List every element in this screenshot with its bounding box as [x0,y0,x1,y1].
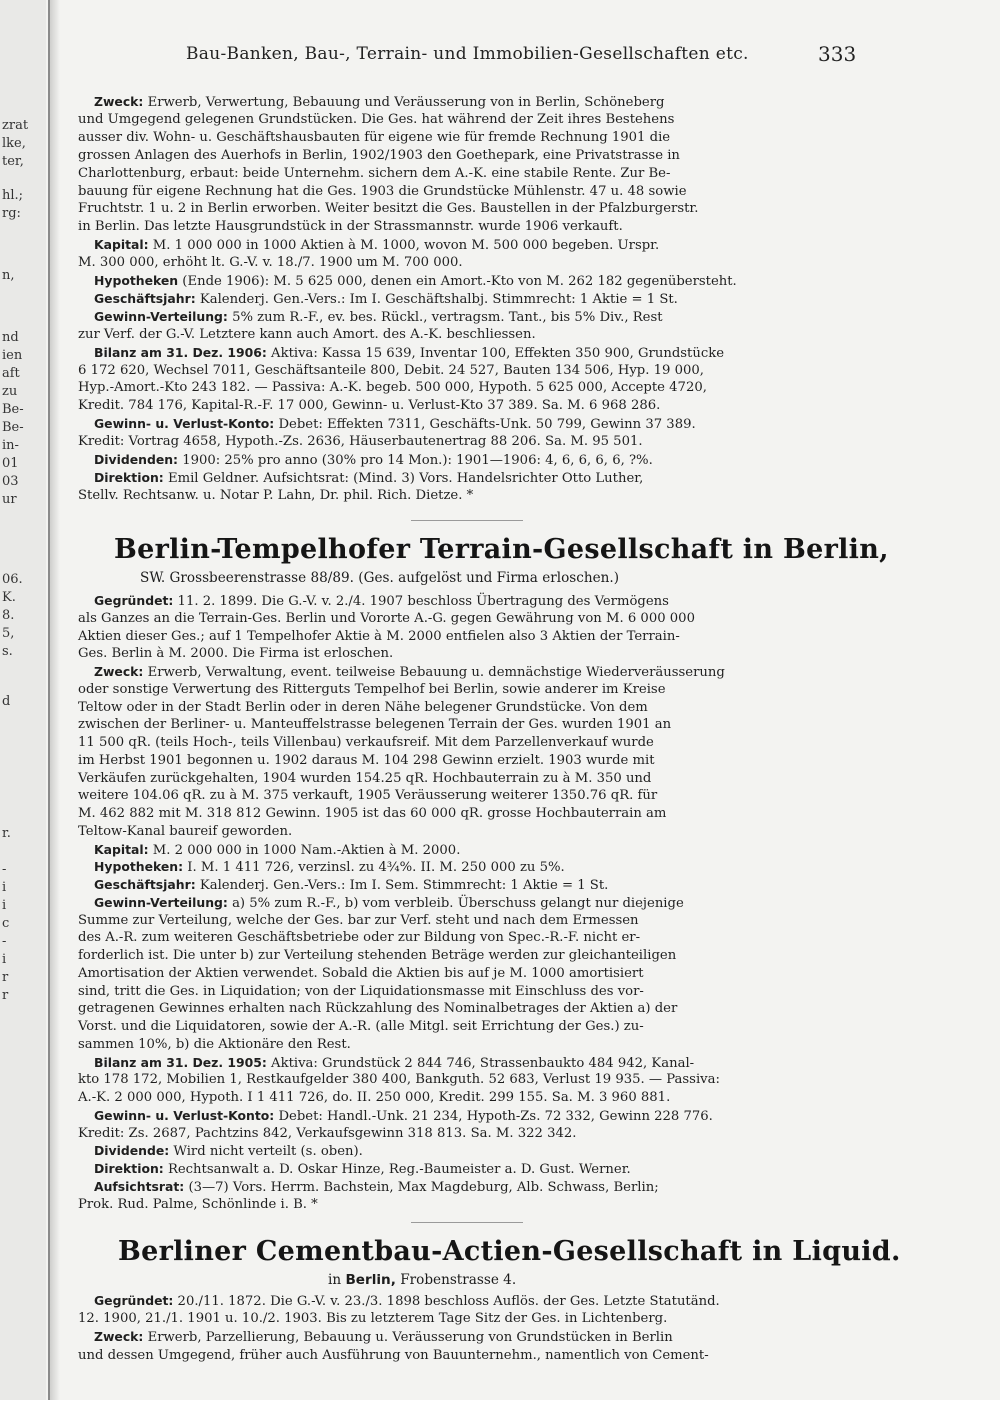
field-text: forderlich ist. Die unter b) zur Verteilung stehenden Beträge werden zur gleichanteiligen [78,948,677,963]
field-text: a) 5% zum R.-F., b) vom verbleib. Überschuss gelangt nur diejenige [227,895,684,911]
text-line [94,1160,631,1178]
address-city: Berlin, [345,1272,396,1288]
adjacent-page-fragment: 06. [2,572,23,587]
field-text: Vorst. und die Liquidatoren, sowie der A.-R. (alle Mitgl. seit Errichtung der Ges.) zu- [78,1019,644,1034]
text-line [94,858,565,876]
adjacent-page-fragment: i [2,880,7,895]
text-line [94,1054,694,1072]
field-text: Debet: Handl.-Unk. 21 234, Hypoth-Zs. 72 332, Gewinn 228 776. [274,1108,713,1124]
text-line [78,326,536,343]
adjacent-page-fragment: n, [2,268,15,283]
section-2-address: SW. Grossbeerenstrasse 88/89. (Ges. aufgelöst und Firma erloschen.) [140,570,620,586]
field-text: M. 462 882 mit M. 318 812 Gewinn. 1905 ist das 60 000 qR. grosse Hochbauterrain am [78,806,667,821]
address-prefix: in [328,1272,346,1288]
page-number: 333 [818,42,857,66]
adjacent-page-fragment: 5, [2,626,15,641]
field-text: des A.-R. zum weiteren Geschäftsbetriebe oder zur Bildung von Spec.-R.-F. nicht er- [78,930,641,946]
adjacent-page-fragment: K. [2,590,16,605]
field-label: Aufsichtsrat: [94,1178,185,1194]
adjacent-page-fragment: aft [2,366,20,381]
field-text: Wird nicht verteilt (s. oben). [169,1144,363,1160]
field-label: Gewinn-Verteilung: [94,308,228,324]
field-text: Emil Geldner. Aufsichtsrat: (Mind. 3) Vors. Handelsrichter Otto Luther, [163,470,644,486]
field-label: Hypotheken [94,273,179,288]
field-label: Gegründet: [94,593,174,608]
field-text: Verkäufen zurückgehalten, 1904 wurden 154.25 qR. Hochbauterrain zu à M. 350 und [78,770,652,786]
adjacent-page-fragment: zrat [2,118,29,133]
field-text: weitere 104.06 qR. zu à M. 375 verkauft, 1905 Veräusserung weiterer 1350.76 qR. für [78,788,658,804]
text-line [78,787,657,804]
address-street: Frobenstrasse 4. [395,1272,517,1288]
text-line [78,681,666,698]
text-line [78,254,463,271]
adjacent-page-fragment: ur [2,492,17,507]
text-line [78,1196,318,1213]
text-line [78,912,639,929]
field-text: M. 1 000 000 in 1000 Aktien à M. 1000, wovon M. 500 000 begeben. Urspr. [148,238,660,254]
adjacent-page-fragment: i [2,898,7,913]
field-label: Zweck: [94,664,144,679]
section-2-title: Berlin-Tempelhofer Terrain-Gesellschaft in Berlin, [114,534,889,565]
text-line [78,628,680,645]
field-text: Aktien dieser Ges.; auf 1 Tempelhofer Aktie à M. 2000 entfielen also 3 Aktien der Terrain- [78,628,680,644]
field-label: Gegründet: [94,1293,174,1308]
text-line [94,1178,659,1196]
text-line [94,663,725,681]
field-label: Direktion: [94,469,164,485]
text-line [78,362,704,379]
field-label: Hypotheken: [94,859,184,875]
field-label: Kapital: [94,237,149,253]
field-text: 1900: 25% pro anno (30% pro 14 Mon.): 1901—1906: 4, 6, 6, 6, 6, ?%. [178,453,653,468]
text-line [78,165,670,182]
text-line [78,947,676,964]
field-text: 12. 1900, 21./1. 1901 u. 10./2. 1903. Bis zu letzterem Tage Sitz der Ges. in Lichtenberg. [78,1311,668,1327]
text-line [78,1018,644,1035]
field-text: 20./11. 1872. Die G.-V. v. 23./3. 1898 beschloss Auflös. der Ges. Letzte Statutänd. [173,1294,720,1309]
text-line [78,645,393,662]
field-text: Hyp.-Amort.-Kto 243 182. — Passiva: A.-K. begeb. 500 000, Hypoth. 5 625 000, Accepte 4720, [78,380,707,396]
text-line [78,379,707,396]
field-text: getragenen Gewinnes erhalten nach Rückzahlung des Nominalbetrages der Aktien a) der [78,1001,678,1017]
field-label: Gewinn- u. Verlust-Konto: [94,1107,275,1123]
field-text: Fruchtstr. 1 u. 2 in Berlin erworben. Weiter besitzt die Ges. Baustellen in der Pfalzburgerstr. [78,201,699,217]
text-line [78,433,643,450]
text-line [78,805,666,822]
text-line [94,290,678,308]
adjacent-page-fragment: r [2,970,9,985]
field-text: Prok. Rud. Palme, Schönlinde i. B. * [78,1196,318,1212]
field-text: und dessen Umgegend, früher auch Ausführung von Bauunternehm., namentlich von Cement- [78,1347,709,1363]
field-text: Rechtsanwalt a. D. Oskar Hinze, Reg.-Baumeister a. D. Gust. Werner. [163,1162,631,1177]
field-label: Zweck: [94,1329,144,1345]
field-text: 11 500 qR. (teils Hoch-, teils Villenbau) verkaufsreif. Mit dem Parzellenverkauf wurde [78,735,654,750]
field-text: Stellv. Rechtsanw. u. Notar P. Lahn, Dr. phil. Rich. Dietze. * [78,487,474,503]
text-line [94,272,737,290]
field-label: Gewinn-Verteilung: [94,894,228,910]
field-text: in Berlin. Das letzte Hausgrundstück in der Strassmannstr. wurde 1906 verkauft. [78,219,623,235]
text-line [78,752,655,769]
text-line [94,469,643,487]
adjacent-page-fragment: - [2,934,7,949]
field-text: A.-K. 2 000 000, Hypoth. I 1 411 726, do. II. 250 000, Kredit. 299 155. Sa. M. 3 960 881. [78,1090,671,1105]
field-label: Bilanz am 31. Dez. 1906: [94,344,267,360]
running-title: Bau-Banken, Bau-, Terrain- und Immobilien-Gesellschaften etc. [186,44,749,64]
adjacent-page-fragment: i [2,952,7,967]
text-line [78,111,674,128]
text-line [94,415,696,433]
field-text: (Ende 1906): M. 5 625 000, denen ein Amort.-Kto von M. 262 182 gegenübersteht. [178,274,737,289]
field-label: Geschäftsjahr: [94,877,196,892]
field-text: Aktiva: Grundstück 2 844 746, Strassenbaukto 484 942, Kanal- [266,1055,695,1071]
field-text: grossen Anlagen des Auerhofs in Berlin, 1902/1903 den Goethepark, eine Privatstrasse in [78,147,680,163]
text-line [94,894,684,912]
field-text: Kredit: Vortrag 4658, Hypoth.-Zs. 2636, Häuserbautenertrag 88 206. Sa. M. 95 501. [78,434,643,450]
field-text: Erwerb, Parzellierung, Bebauung u. Veräusserung von Grundstücken in Berlin [143,1330,673,1346]
field-text: Erwerb, Verwertung, Bebauung und Veräusserung von in Berlin, Schöneberg [143,95,665,110]
field-text: zwischen der Berliner- u. Manteuffelstrasse belegenen Terrain der Ges. wurden 1901 an [78,717,672,733]
field-text: sammen 10%, b) die Aktionäre den Rest. [78,1036,351,1052]
field-text: zur Verf. der G.-V. Letztere kann auch Amort. des A.-K. beschliessen. [78,326,536,342]
field-text: bauung für eigene Rechnung hat die Ges. 1903 die Grundstücke Mühlenstr. 47 u. 48 sowie [78,183,687,199]
text-line [78,1347,709,1364]
text-line [78,610,695,627]
text-line [94,344,724,362]
field-label: Geschäftsjahr: [94,290,196,306]
field-label: Bilanz am 31. Dez. 1905: [94,1054,267,1070]
field-text: Summe zur Verteilung, welche der Ges. bar zur Verf. steht und nach dem Ermessen [78,912,639,928]
adjacent-page-fragment: - [2,862,7,877]
gutter-shadow [50,0,60,1414]
field-text: Teltow oder in der Stadt Berlin oder in deren Nähe belegener Grundstücke. Von dem [78,699,648,715]
text-line [94,592,669,610]
adjacent-page-fragment: c [2,916,10,931]
field-text: und Umgegend gelegenen Grundstücken. Die Ges. hat während der Zeit ihres Bestehens [78,111,675,127]
field-text: I. M. 1 411 726, verzinsl. zu 4¾%. II. M. 250 000 zu 5%. [183,860,565,876]
adjacent-page-fragment: s. [2,644,13,659]
field-text: (3—7) Vors. Herrm. Bachstein, Max Magdeburg, Alb. Schwass, Berlin; [184,1179,659,1195]
text-line [78,1036,351,1053]
field-label: Zweck: [94,94,144,109]
field-label: Direktion: [94,1161,164,1176]
text-line [94,841,460,859]
field-text: Kredit: Zs. 2687, Pachtzins 842, Verkaufsgewinn 318 813. Sa. M. 322 342. [78,1125,577,1141]
field-text: M. 2 000 000 in 1000 Nam.-Aktien à M. 2000. [148,842,461,858]
text-line [78,716,671,733]
adjacent-page-fragment: 8. [2,608,15,623]
text-line [78,699,648,716]
field-label: Dividenden: [94,452,178,467]
field-text: Kalenderj. Gen.-Vers.: Im I. Geschäftshalbj. Stimmrecht: 1 Aktie = 1 St. [195,291,678,307]
section-separator [411,520,523,521]
field-text: Kredit. 784 176, Kapital-R.-F. 17 000, Gewinn- u. Verlust-Kto 37 389. Sa. M. 6 968 286. [78,398,661,414]
field-text: ausser div. Wohn- u. Geschäftshausbauten für eigene wie für fremde Rechnung 1901 die [78,129,671,145]
text-line [78,965,644,982]
text-line [94,236,659,254]
field-text: Erwerb, Verwaltung, event. teilweise Bebauung u. demnächstige Wiederveräusserung [143,665,725,680]
adjacent-page-fragment: ter, [2,154,24,169]
field-text: 11. 2. 1899. Die G.-V. v. 2./4. 1907 beschloss Übertragung des Vermögens [173,594,669,609]
field-text: Amortisation der Aktien verwendet. Sobald die Aktien bis auf je M. 1000 amortisiert [78,965,644,981]
text-line [94,93,664,111]
field-text: oder sonstige Verwertung des Ritterguts Tempelhof bei Berlin, sowie anderer im Kreise [78,681,666,697]
text-line [78,983,644,1000]
field-label: Gewinn- u. Verlust-Konto: [94,416,275,432]
field-label: Dividende: [94,1143,170,1159]
adjacent-page-fragment: Be- [2,420,24,435]
text-line [94,1292,720,1310]
section-3-address [328,1272,516,1289]
adjacent-page-fragment: ien [2,348,23,363]
field-text: kto 178 172, Mobilien 1, Restkaufgelder 380 400, Bankguth. 52 683, Verlust 19 935. — Passiva: [78,1072,720,1088]
field-text: im Herbst 1901 begonnen u. 1902 daraus M. 104 298 Gewinn erzielt. 1903 wurde mit [78,752,655,768]
field-text: als Ganzes an die Terrain-Ges. Berlin und Vororte A.-G. gegen Gewährung von M. 6 000 000 [78,610,695,626]
field-text: Charlottenburg, erbaut: beide Unternehm. sichern dem A.-K. eine stabile Rente. Zur Be- [78,165,671,181]
text-line [94,308,663,326]
adjacent-page-fragment: 01 [2,456,19,471]
adjacent-page-fragment: hl.; [2,188,24,203]
adjacent-page-fragment: r [2,988,9,1003]
text-line [78,929,640,946]
field-text: 6 172 620, Wechsel 7011, Geschäftsanteile 800, Debit. 24 527, Bauten 134 506, Hyp. 19 000, [78,362,704,378]
text-line [78,770,651,787]
text-line [78,1310,667,1327]
adjacent-page-fragment: zu [2,384,18,399]
adjacent-page-edge [0,0,46,1414]
field-text: Debet: Effekten 7311, Geschäfts-Unk. 50 799, Gewinn 37 389. [274,417,696,433]
field-text: Teltow-Kanal baureif geworden. [78,823,293,839]
text-line [78,218,623,235]
text-line [78,397,660,414]
text-line [78,1071,720,1088]
text-line [78,487,473,504]
field-text: Ges. Berlin à M. 2000. Die Firma ist erloschen. [78,646,394,662]
field-text: Kalenderj. Gen.-Vers.: Im I. Sem. Stimmrecht: 1 Aktie = 1 St. [195,878,609,893]
adjacent-page-fragment: Be- [2,402,24,417]
adjacent-page-fragment: lke, [2,136,26,151]
text-line [78,129,670,146]
text-line [94,1328,673,1346]
adjacent-page-fragment: nd [2,330,19,345]
text-line [78,183,687,200]
text-line [94,1107,713,1125]
section-separator [411,1222,523,1223]
text-line [78,1125,576,1142]
adjacent-page-fragment: 03 [2,474,19,489]
text-line [78,147,680,164]
text-line [78,200,698,217]
field-text: sind, tritt die Ges. in Liquidation; von der Liquidationsmasse mit Einschluss des vor- [78,983,644,999]
field-text: Aktiva: Kassa 15 639, Inventar 100, Effekten 350 900, Grundstücke [266,345,725,361]
text-line [94,876,608,894]
field-text: 5% zum R.-F., ev. bes. Rückl., vertragsm. Tant., bis 5% Div., Rest [227,309,663,325]
text-line [94,1142,363,1160]
page-bottom-edge [0,1400,1000,1414]
text-line [94,451,653,469]
section-3-title: Berliner Cementbau-Actien-Gesellschaft in Liquid. [118,1236,901,1267]
text-line [78,1089,670,1106]
adjacent-page-fragment: rg: [2,206,21,221]
text-line [78,1000,677,1017]
adjacent-page-fragment: in- [2,438,19,453]
field-text: M. 300 000, erhöht lt. G.-V. v. 18./7. 1900 um M. 700 000. [78,255,463,271]
text-line [78,823,292,840]
text-line [78,734,654,751]
adjacent-page-fragment: d [2,694,11,709]
field-label: Kapital: [94,841,149,857]
adjacent-page-fragment: r. [2,826,11,841]
